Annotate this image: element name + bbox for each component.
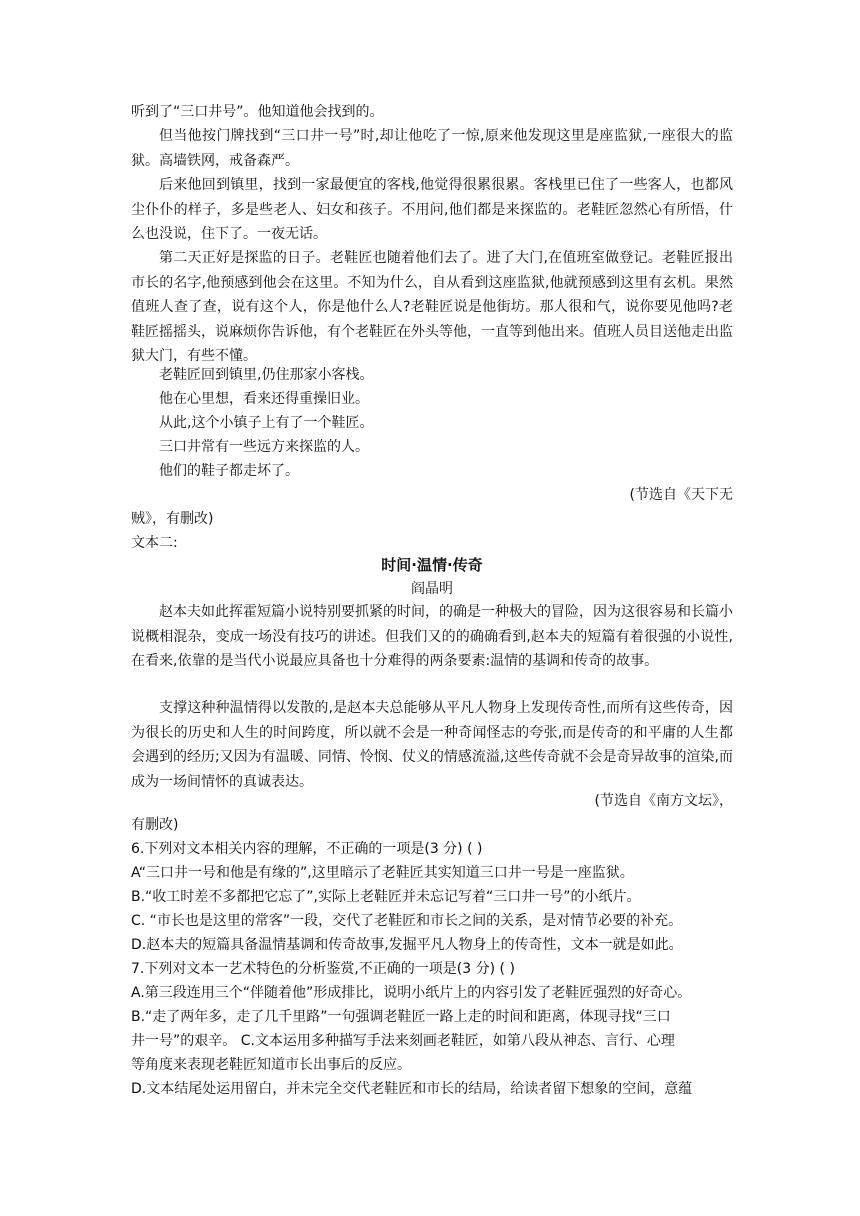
text1-paragraph-3: 第二天正好是探监的日子。老鞋匠也随着他们去了。进了大门,在值班室做登记。老鞋匠报出市长的名字,他预感到他会在这里。不知为什么，自从看到这座监狱,他就预感到这里有玄机。果然值班人查了查，说有这个人，你是他什么人?老鞋匠说是他街坊。那人很和气，说你要见他吗?老鞋匠摇摇头，说麻烦你告诉他，有个老鞋匠在外头等他，一直等到他出来。值班人员目送他走出监狱大门，有些不懂。 — [131, 250, 733, 364]
question-6-option-d: D.赵本夫的短篇具备温情基调和传奇故事,发掘平凡人物身上的传奇性，文本一就是如此。 — [131, 937, 683, 953]
text1-paragraph-0: 听到了“三口井号”。他知道他会找到的。 — [131, 104, 384, 120]
text2-title: 时间·温情·传奇 — [381, 556, 483, 574]
text1-source-line-1: (节选自《天下无 — [629, 487, 733, 503]
text2-source-line-1: (节选自《南方文坛》， — [594, 793, 733, 809]
question-7-option-b-line-3: 等角度来表现老鞋匠知道市长出事后的反应。 — [131, 1057, 411, 1073]
question-6-stem: 6.下列对文本相关内容的理解，不正确的一项是(3 分) ( ) — [131, 841, 483, 857]
text1-paragraph-1: 但当他按门牌找到“三口井一号”时,却让他吃了一惊,原来他发现这里是座监狱,一座很大的监狱。高墙铁网，戒备森严。 — [131, 128, 733, 169]
text2-label: 文本二: — [131, 535, 178, 551]
text2-paragraph-1: 赵本夫如此挥霍短篇小说特别要抓紧的时间，的确是一种极大的冒险，因为这很容易和长篇小说概相混杂，变成一场没有技巧的讲述。但我们又的的确确看到,赵本夫的短篇有着很强的小说性,在看来,依靠的是当代小说最应具备也十分难得的两条要素:温情的基调和传奇的故事。 — [131, 604, 733, 669]
question-7-option-a: A.第三段连用三个“伴随着他”形成排比，说明小纸片上的内容引发了老鞋匠强烈的好奇心。 — [131, 985, 692, 1001]
text2-paragraph-2: 支撑这种种温情得以发散的,是赵本夫总能够从平凡人物身上发现传奇性,而所有这些传奇，因为很长的历史和人生的时间跨度，所以就不会是一种奇闻怪志的夸张,而是传奇的和平庸的人生都会遇到的经历;又因为有温暖、同情、怜悯、仗义的情感流溢,这些传奇就不会是奇异故事的渲染,而成为一场间情怀的真诚表达。 — [131, 700, 733, 790]
question-6-option-b: B.“收工时差不多都把它忘了”,实际上老鞋匠并未忘记写着“三口井一号”的小纸片。 — [131, 889, 641, 905]
question-7-option-b-line-1: B.“走了两年多，走了几千里路”一句强调老鞋匠一路上走的时间和距离，体现寻找“三口 — [131, 1009, 671, 1025]
text1-paragraph-2: 后来他回到镇里，找到一家最便宜的客栈,他觉得很累很累。客栈里已住了一些客人，也都风尘仆仆的样子，多是些老人、妇女和孩子。不用问,他们都是来探监的。老鞋匠忽然心有所悟，什么也没说，住下了。一夜无话。 — [131, 177, 733, 242]
question-7-stem: 7.下列对文本一艺术特色的分析鉴赏,不正确的一项是(3 分) ( ) — [131, 961, 515, 977]
question-7-option-b-line-2: 井一号”的艰辛。 C.文本运用多种描写手法来刻画老鞋匠，如第八段从神态、言行、心理 — [131, 1033, 675, 1049]
text1-paragraph-4: 老鞋匠回到镇里,仍住那家小客栈。 — [159, 367, 374, 383]
question-6-option-c: C. “市长也是这里的常客”一段，交代了老鞋匠和市长之间的关系，是对情节必要的补充。 — [131, 913, 683, 929]
text1-paragraph-7: 三口井常有一些远方来探监的人。 — [159, 439, 369, 455]
text1-paragraph-6: 从此,这个小镇子上有了一个鞋匠。 — [159, 415, 374, 431]
text1-source-line-2: 贼》，有删改) — [131, 511, 214, 527]
text1-paragraph-5: 他在心里想，看来还得重操旧业。 — [159, 391, 369, 407]
question-7-option-d: D.文本结尾处运用留白，并未完全交代老鞋匠和市长的结局，给读者留下想象的空间，意蕴 — [131, 1081, 693, 1097]
text2-author: 阎晶明 — [411, 581, 453, 597]
text2-source-line-2: 有删改) — [131, 817, 179, 833]
text1-paragraph-8: 他们的鞋子都走坏了。 — [159, 463, 299, 479]
question-6-option-a: A“三口井一号和他是有缘的”,这里暗示了老鞋匠其实知道三口井一号是一座监狱。 — [131, 865, 634, 881]
